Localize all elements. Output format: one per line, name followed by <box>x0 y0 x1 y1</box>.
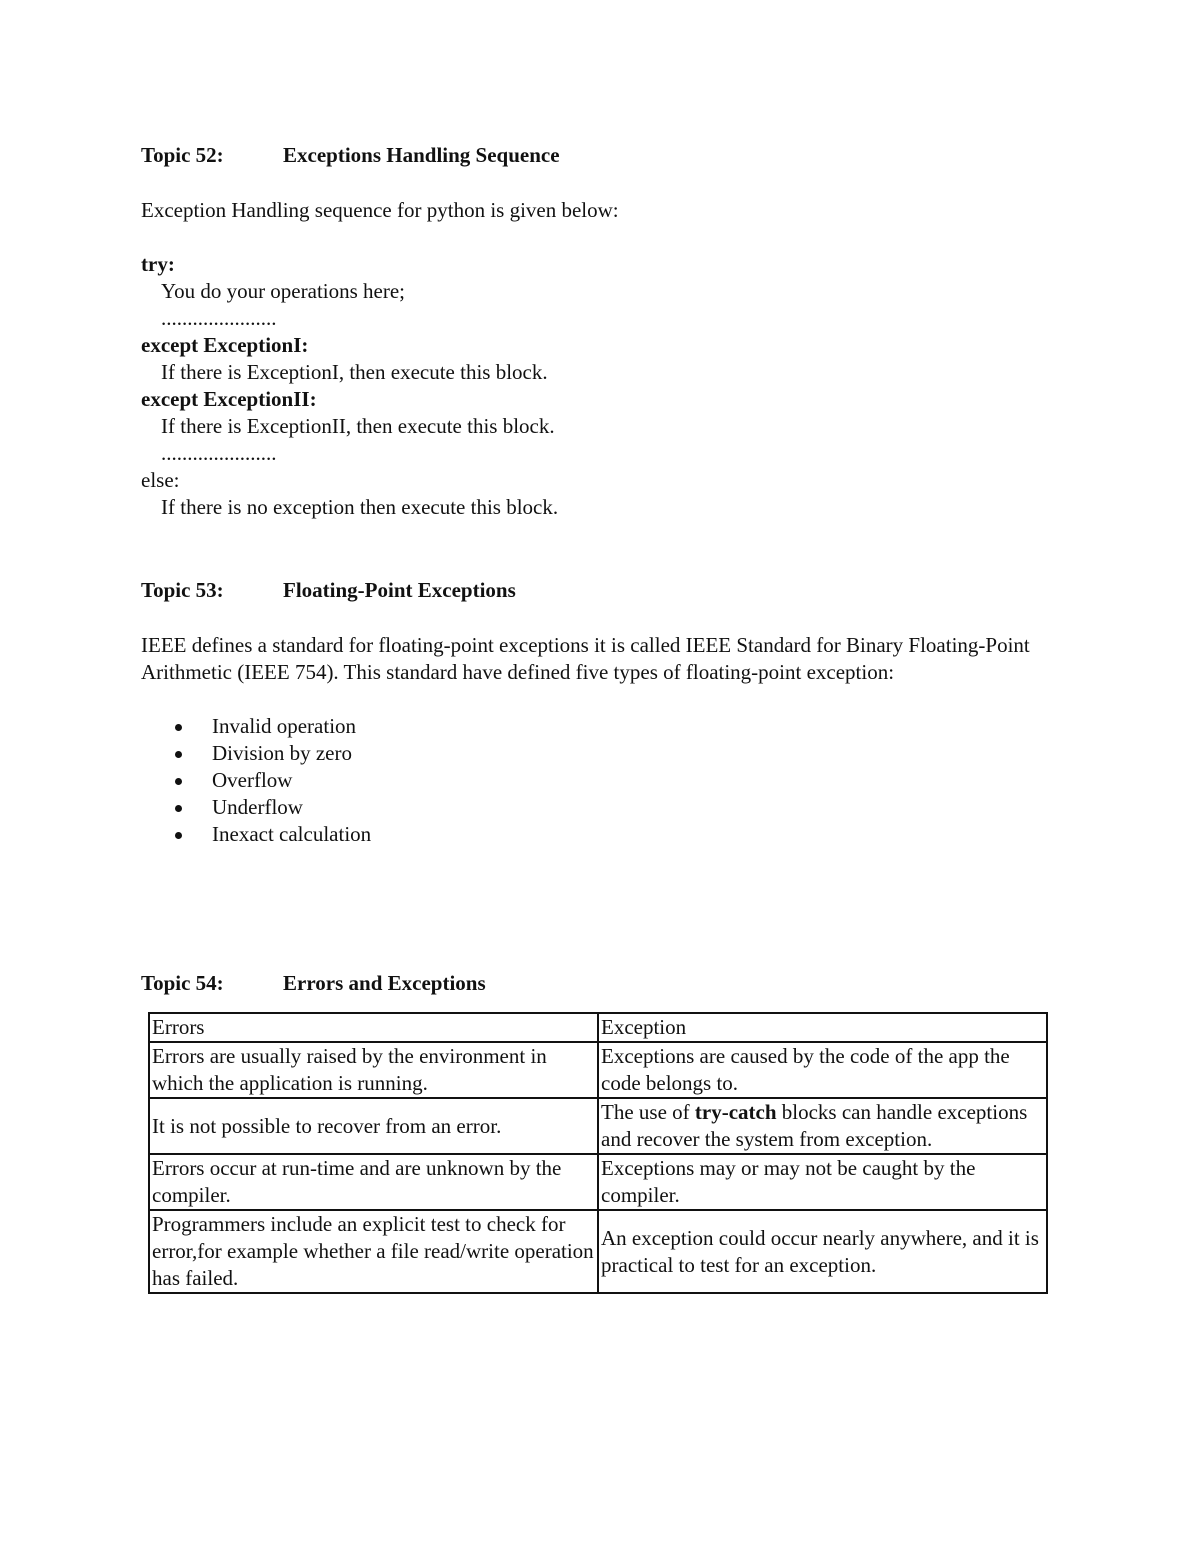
topic-53-heading <box>141 575 1051 605</box>
document-page <box>141 140 1051 1294</box>
table-cell: An exception could occur nearly anywhere, and it is practical to test for an exception. <box>598 1210 1047 1293</box>
header-exception: Exception <box>598 1013 1047 1042</box>
code-else-body: If there is no exception then execute this block. <box>161 495 559 519</box>
table-row <box>149 1154 1047 1210</box>
table-row <box>149 1042 1047 1098</box>
table-cell: Exceptions may or may not be caught by the compiler. <box>598 1154 1047 1210</box>
table-cell: Exceptions are caused by the code of the app the code belongs to. <box>598 1042 1047 1098</box>
table-cell: Programmers include an explicit test to check for error,for example whether a file read/write operation has failed. <box>149 1210 598 1293</box>
table-row <box>149 1098 1047 1154</box>
table-cell: Errors are usually raised by the environment in which the application is running. <box>149 1042 598 1098</box>
topic-53-title: Floating-Point Exceptions <box>283 577 516 602</box>
topic-52-intro: Exception Handling sequence for python is given below: <box>141 198 619 222</box>
code-else: else: <box>141 468 180 492</box>
list-item: Inexact calculation <box>141 821 1051 848</box>
code-except-1-body: If there is ExceptionI, then execute this block. <box>161 360 548 384</box>
topic-52-heading <box>141 140 1051 170</box>
table-row <box>149 1210 1047 1293</box>
cell-bold-text: try-catch <box>694 1100 777 1124</box>
code-try: try: <box>141 252 175 276</box>
table-cell: Errors occur at run-time and are unknown by the compiler. <box>149 1154 598 1210</box>
topic-52-number: Topic 52: <box>141 142 224 167</box>
table-cell <box>598 1098 1047 1154</box>
topic-52-title: Exceptions Handling Sequence <box>283 142 560 167</box>
exception-code-block <box>141 251 1051 521</box>
list-item: Overflow <box>141 767 1051 794</box>
table-cell: It is not possible to recover from an error. <box>149 1098 598 1154</box>
list-item: Underflow <box>141 794 1051 821</box>
code-try-body: You do your operations here; <box>161 279 406 303</box>
list-item: Invalid operation <box>141 713 1051 740</box>
floating-point-exception-list <box>141 713 1051 848</box>
cell-text: blocks can handle exceptions and recover the system from exception. <box>601 1100 1028 1151</box>
topic-53-number: Topic 53: <box>141 577 224 602</box>
errors-vs-exceptions-table <box>148 1012 1048 1294</box>
code-except-2-body: If there is ExceptionII, then execute this block. <box>161 414 555 438</box>
code-dots-2: ...................... <box>161 441 277 465</box>
code-except-1: except ExceptionI: <box>141 333 309 357</box>
topic-54-number: Topic 54: <box>141 970 224 995</box>
topic-54-title: Errors and Exceptions <box>283 970 486 995</box>
code-except-2: except ExceptionII: <box>141 387 317 411</box>
cell-text: The use of <box>601 1100 695 1124</box>
code-dots-1: ...................... <box>161 306 277 330</box>
header-errors: Errors <box>149 1013 598 1042</box>
list-item: Division by zero <box>141 740 1051 767</box>
topic-53-paragraph: IEEE defines a standard for floating-point exceptions it is called IEEE Standard for Binary Floating-Point Arithmetic (IEEE 754). This standard have defined five types of floating-point exception: <box>141 633 1030 684</box>
topic-54-heading <box>141 968 1051 998</box>
table-header-row <box>149 1013 1047 1042</box>
